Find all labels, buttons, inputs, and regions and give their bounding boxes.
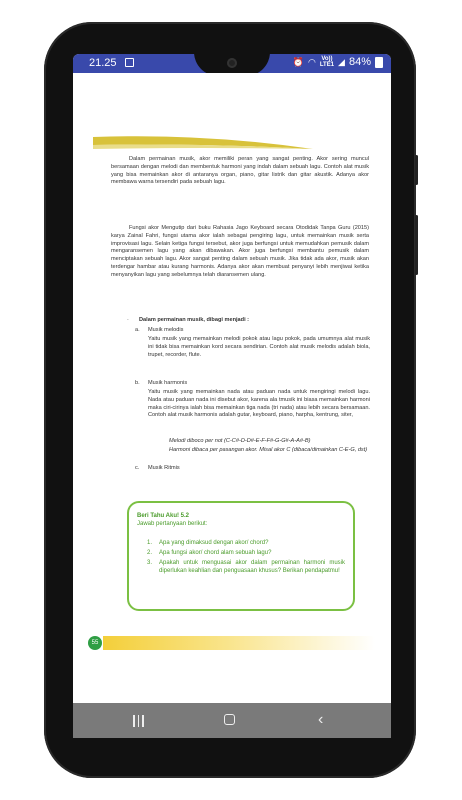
item-c-title: Musik Ritmis bbox=[148, 465, 180, 471]
item-a-body: Yaitu musik yang memainkan melodi pokok atau lagu pokok, pada umumnya alat musik ini tidak bisa memainkan kord secara sendirian. Contoh alat musik melodis adalah biola, trupet, recorder, flute. bbox=[148, 336, 370, 358]
page-footer-bar bbox=[103, 636, 375, 650]
home-icon[interactable] bbox=[224, 714, 235, 725]
item-b-title: Musik harmonis bbox=[148, 380, 188, 386]
question-number: 2. bbox=[147, 550, 153, 556]
volume-button bbox=[415, 155, 418, 185]
item-b-italic-melodi: Melodi diboco per not (C-C#-D-D#-E-F-F#-G-G#-A-A#-B) bbox=[169, 438, 311, 444]
status-time: 21.25 bbox=[89, 57, 117, 69]
screen bbox=[73, 54, 391, 738]
paragraph-1: Dalam permainan musik, akor memiliki peran yang sangat penting. Akor sering muncul bersamaan dengan melodi dan membentuk harmoni yang indah dalam sebuah lagu. Contoh alat musik yang bisa memainkan akor di antaranya organ, piano, gitar listrik dan gitar akustik. Adanya akor membawa warna tersendiri pada sebuah lagu. bbox=[111, 156, 369, 186]
section-heading: Dalam permainan musik, dibagi menjadi : bbox=[139, 317, 250, 323]
navigation-bar bbox=[73, 703, 391, 738]
question-number: 3. bbox=[147, 560, 153, 566]
gallery-icon bbox=[125, 58, 134, 67]
page-number: 55 bbox=[88, 636, 102, 650]
question-number: 1. bbox=[147, 540, 153, 546]
paragraph-2: Fungsi akor Mengutip dari buku Rahasia Jago Keyboard secara Otodidak Tanpa Guru (2015) karya Zainal Fahri, fungsi utama akor ialah sebagai pengiring lagu, untuk memainkan musik serta improvisasi lagu. Selain ketiga fungsi tersebut, akor juga berfungsi untuk memudahkan pemusik dalam mengaransemen lagu yang akan dibawakan. Akor juga berfungsi membantu pemusik dalam menciptakan sebuah lagu. Akor sangat penting dalam sebuah musik. Jika tidak ada akor, musik akan terdengar hambar atau kurang harmonis. Adanya akor akan membuat penyanyi lebih menjiwai ketika menyanyikan lagu yang sebelumnya telah diaransemen ulang. bbox=[111, 225, 369, 278]
header-swoosh bbox=[93, 133, 313, 153]
battery-percent: 84% bbox=[348, 56, 371, 68]
battery-icon bbox=[375, 57, 383, 68]
bullet-icon: · bbox=[127, 317, 129, 323]
exercise-box bbox=[127, 501, 355, 611]
recents-icon[interactable] bbox=[133, 715, 147, 727]
item-b-marker: b. bbox=[135, 380, 140, 386]
power-button bbox=[415, 215, 418, 275]
item-b-italic-harmoni: Harmoni dibaca per pasangan akor. Misal akor C (dibaca/dimainkan C-E-G, dst) bbox=[169, 447, 368, 453]
exercise-box-subtitle: Jawab pertanyaan berikut: bbox=[137, 521, 208, 527]
item-c-marker: c. bbox=[135, 465, 140, 471]
status-bar bbox=[73, 54, 391, 73]
wifi-icon: ◠ bbox=[307, 56, 316, 67]
alarm-icon: ⏰ bbox=[292, 56, 304, 67]
question-text: Apa yang dimaksud dengan akor/ chord? bbox=[159, 540, 269, 546]
network-label-bottom: LTE1 bbox=[319, 62, 335, 68]
document-page[interactable] bbox=[73, 73, 391, 703]
back-icon[interactable]: ‹ bbox=[318, 711, 324, 728]
item-a-title: Musik melodis bbox=[148, 327, 184, 333]
network-label bbox=[320, 56, 334, 68]
network-label-top: Vo)) bbox=[321, 56, 333, 62]
item-b-body: Yaitu musik yang memainkan nada atau paduan nada untuk mengiringi melodi lagu. Nada atau paduan nada ini disebut akor, karena ala tmusik ini biasa memainkan harmoni maka ciri-cirinya ialah bisa memainkan tiga nada (tri nada) atau lebih secara bersamaan. Contoh alat musik harmonis adalah gutar, keyboard, piano, harpha, kentrung, siter, bbox=[148, 389, 370, 419]
camera-icon bbox=[227, 58, 237, 68]
status-icons bbox=[293, 56, 383, 68]
item-a-marker: a. bbox=[135, 327, 140, 333]
question-text: Apakah untuk menguasai akor dalam permainan harmoni musik diperlukan keahlian dan penguasaan khusus? Berikan pendapatmu! bbox=[159, 560, 345, 574]
signal-icon: ◢ bbox=[338, 56, 345, 67]
exercise-box-title: Beri Tahu Aku! 5.2 bbox=[137, 513, 190, 519]
question-text: Apa fungsi akor/ chord alam sebuah lagu? bbox=[159, 550, 272, 556]
